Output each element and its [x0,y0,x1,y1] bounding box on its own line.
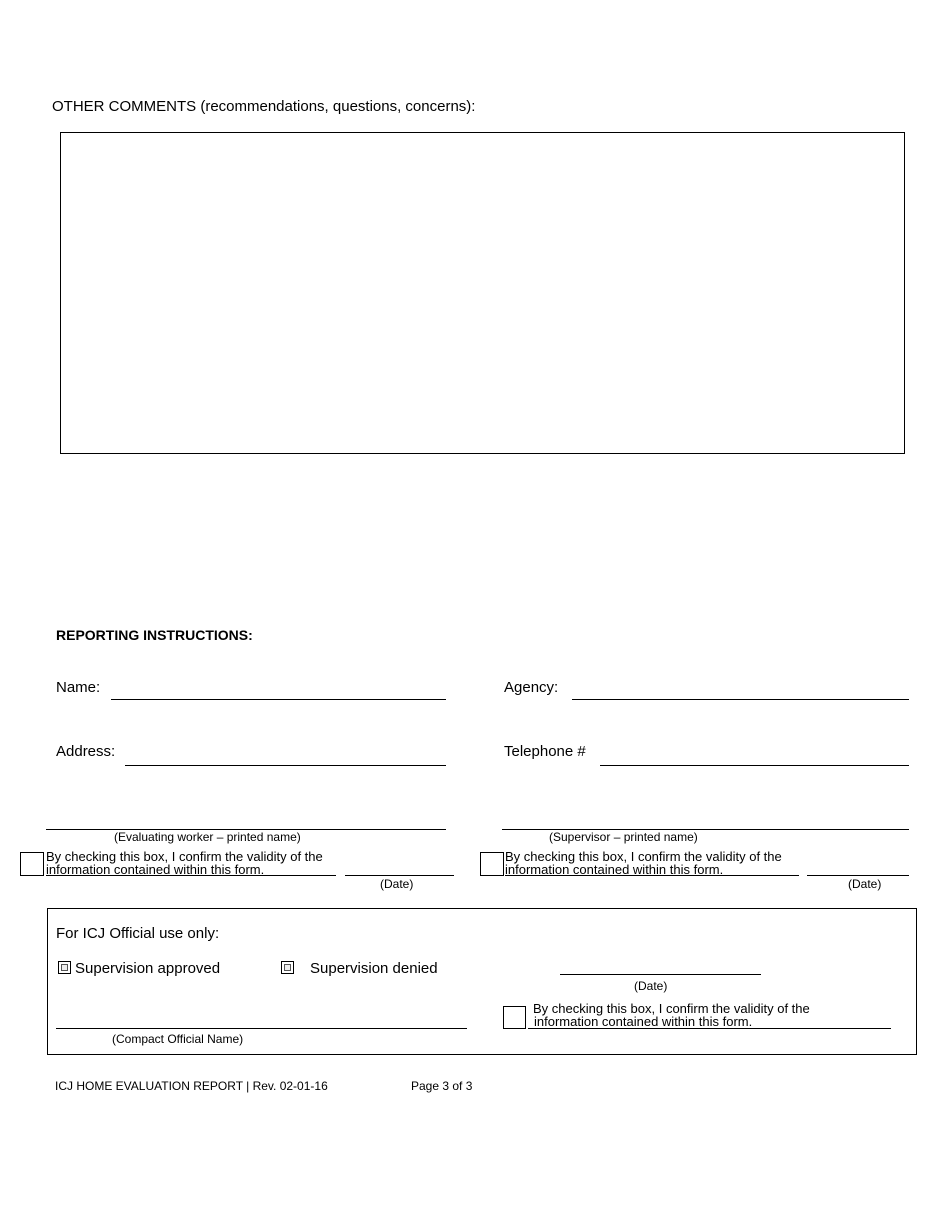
compact-official-caption: (Compact Official Name) [112,1032,244,1046]
worker-date-field[interactable] [345,875,454,876]
supervisor-date-field[interactable] [807,875,909,876]
agency-field[interactable] [572,699,909,700]
supervisor-caption: (Supervisor – printed name) [549,830,698,844]
comments-textarea[interactable] [60,132,905,454]
supervisor-confirm-line1: By checking this box, I confirm the validity of the [505,849,782,864]
supervisor-confirm-text [505,850,782,876]
official-confirm-text [533,1002,810,1028]
denied-label: Supervision denied [310,960,438,977]
supervisor-confirm-underline [505,875,799,876]
worker-confirm-underline [46,875,336,876]
worker-caption: (Evaluating worker – printed name) [114,830,301,844]
official-confirm-line1: By checking this box, I confirm the validity of the [533,1001,810,1016]
denied-checkbox[interactable] [281,961,294,974]
official-title: For ICJ Official use only: [56,925,220,942]
official-confirm-underline [528,1028,891,1029]
telephone-field[interactable] [600,765,909,766]
approved-checkbox[interactable] [58,961,71,974]
footer-report-title: ICJ HOME EVALUATION REPORT | Rev. 02-01-16 [55,1079,328,1093]
supervisor-confirm-line2: information contained within this form. [505,862,724,877]
worker-date-caption: (Date) [380,877,414,891]
official-confirm-checkbox[interactable] [503,1006,526,1029]
supervisor-date-caption: (Date) [848,877,882,891]
name-field[interactable] [111,699,446,700]
official-date-field[interactable] [560,974,761,975]
footer-page-number: Page 3 of 3 [411,1079,473,1093]
supervisor-confirm-checkbox[interactable] [480,852,504,876]
approved-label: Supervision approved [75,960,221,977]
worker-confirm-checkbox[interactable] [20,852,44,876]
worker-confirm-line2: information contained within this form. [46,862,265,877]
address-field[interactable] [125,765,446,766]
agency-label: Agency: [504,679,559,696]
compact-official-name-field[interactable] [56,1028,467,1029]
address-label: Address: [56,743,116,760]
worker-confirm-line1: By checking this box, I confirm the validity of the [46,849,323,864]
reporting-heading: REPORTING INSTRUCTIONS: [56,627,253,643]
official-confirm-line2: information contained within this form. [534,1014,753,1029]
name-label: Name: [56,679,101,696]
comments-label: OTHER COMMENTS (recommendations, questions, concerns): [52,98,476,115]
worker-confirm-text [46,850,323,876]
official-date-caption: (Date) [634,979,668,993]
telephone-label: Telephone # [504,743,586,760]
